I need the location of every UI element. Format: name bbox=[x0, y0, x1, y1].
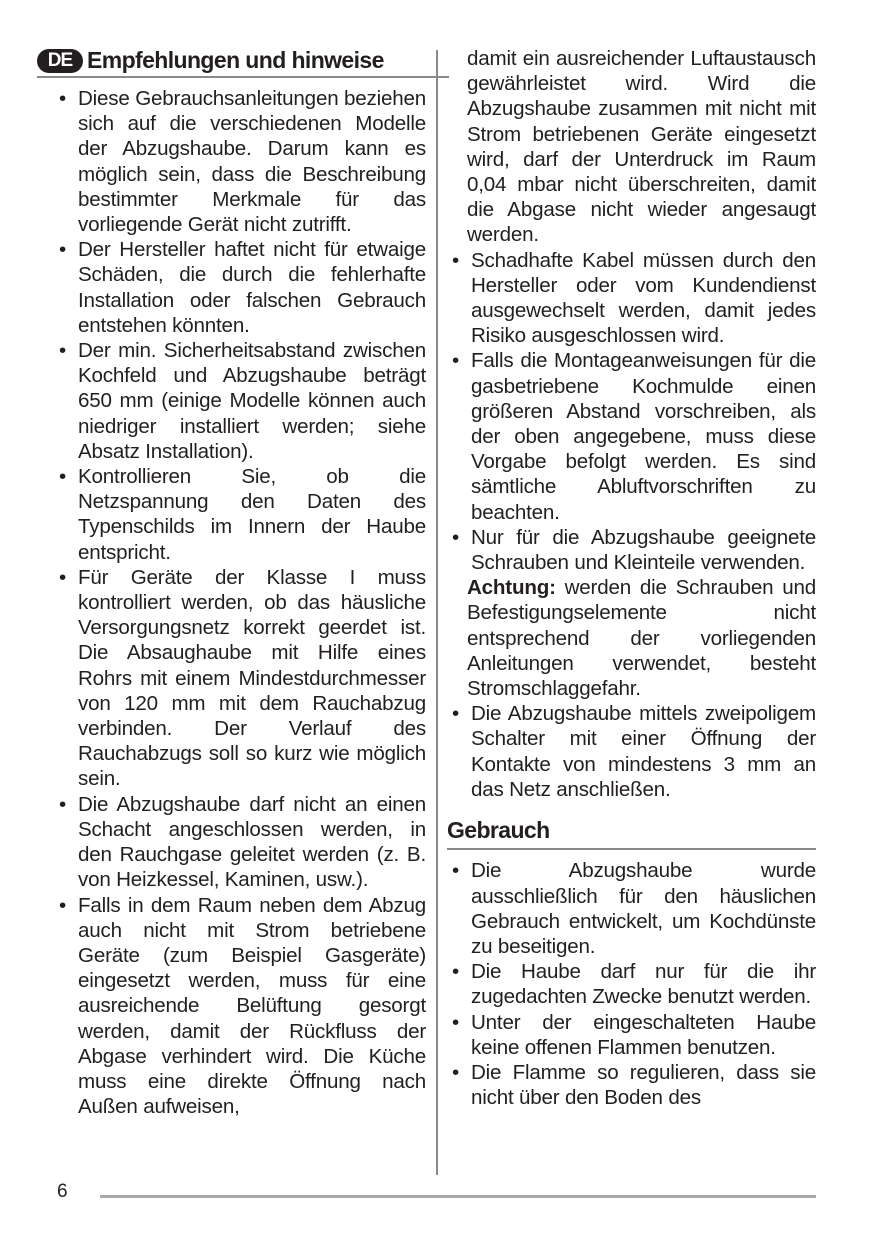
list-item: • Diese Gebrauchsanleitungen beziehen sich auf die verschiedenen Modelle der Abzugshaube. Darum kann es möglich sein, dass die Beschreibung bestimmter Merkmale für das vorliegende Gerät nicht zutrifft. bbox=[59, 87, 426, 237]
section-heading bbox=[37, 46, 449, 78]
list-item: • Der min. Sicherheitsabstand zwischen Kochfeld und Abzugshaube beträgt 650 mm (einige Modelle können auch niedriger installiert werden; siehe Absatz Installation). bbox=[59, 339, 426, 463]
list-item: • Die Abzugshaube mittels zweipoligem Schalter mit einer Öffnung der Kontakte von mindestens 3 mm an das Netz anschließen. bbox=[452, 702, 816, 801]
recommendations-list-continued bbox=[447, 248, 816, 576]
left-column bbox=[47, 46, 426, 1119]
list-item: • Für Geräte der Klasse I muss kontrolliert werden, ob das häusliche Versorgungsnetz korrekt geerdet ist. Die Absaughaube mit Hilfe eines Rohrs mit einem Mindestdurchmesser von 120 mm mit dem Rauchabzug verbinden. Der Verlauf des Rauchabzugs soll so kurz wie möglich sein. bbox=[59, 565, 426, 791]
column-divider bbox=[436, 50, 438, 1175]
recommendations-list bbox=[54, 86, 426, 1119]
list-item: • Die Abzugshaube darf nicht an einen Schacht angeschlossen werden, in den Rauchgase geleitet werden (z. B. von Heizkessel, Kaminen, usw.). bbox=[59, 792, 426, 892]
warning-note bbox=[447, 575, 816, 701]
usage-heading bbox=[447, 818, 816, 850]
warning-text: werden die Schrauben und Befestigungselemente nicht entsprechend der vorliegenden Anleitungen verwendet, besteht Stromschlaggefahr. bbox=[467, 576, 816, 701]
list-item: • Die Abzugshaube wurde ausschließlich für den häuslichen Gebrauch entwickelt, um Kochdünste zu beseitigen. bbox=[452, 859, 816, 958]
recommendations-list-final bbox=[447, 701, 816, 802]
right-column bbox=[447, 46, 816, 1110]
usage-list bbox=[447, 858, 816, 1110]
continued-paragraph: damit ein ausreichender Luftaustausch gewährleistet wird. Wird die Abzugshaube zusammen mit nicht mit Strom betriebenen Geräte eingesetzt wird, darf der Unterdruck im Raum 0,04 mbar nicht überschreiten, damit die Abgase nicht wieder angesaugt werden. bbox=[467, 47, 816, 247]
page-number: 6 bbox=[57, 1181, 68, 1202]
list-item: • Falls die Montageanweisungen für die gasbetriebene Kochmulde einen größeren Abstand vorschreiben, als der oben angegebene, muss diese Vorgabe befolgt werden. Es sind sämtliche Abluftvorschriften zu beachten. bbox=[452, 349, 816, 524]
footer-rule bbox=[100, 1195, 816, 1198]
list-item: • Schadhafte Kabel müssen durch den Hersteller oder vom Kundendienst ausgewechselt werden, damit jedes Risiko ausgeschlossen wird. bbox=[452, 248, 816, 348]
list-item: • Falls in dem Raum neben dem Abzug auch nicht mit Strom betriebene Geräte (zum Beispiel Gasgeräte) eingesetzt werden, muss für eine ausreichende Belüftung gesorgt werden, damit der Rückfluss der Abgase verhindert wird. Die Küche muss eine direkte Öffnung nach Außen aufweisen, bbox=[59, 893, 426, 1119]
list-item: • Kontrollieren Sie, ob die Netzspannung den Daten des Typenschilds im Innern der Haube entspricht. bbox=[59, 465, 426, 564]
usage-title: Gebrauch bbox=[447, 817, 550, 844]
list-item: • Unter der eingeschalteten Haube keine offenen Flammen benutzen. bbox=[452, 1010, 816, 1059]
warning-label: Achtung: bbox=[467, 576, 556, 600]
list-item: • Die Flamme so regulieren, dass sie nicht über den Boden des bbox=[452, 1060, 816, 1110]
list-item: • Nur für die Abzugshaube geeignete Schrauben und Kleinteile verwenden. bbox=[452, 525, 816, 575]
language-badge: DE bbox=[37, 49, 83, 73]
section-title: Empfehlungen und hinweise bbox=[87, 47, 384, 74]
list-item: • Die Haube darf nur für die ihr zugedachten Zwecke benutzt werden. bbox=[452, 960, 816, 1009]
list-item: • Der Hersteller haftet nicht für etwaige Schäden, die durch die fehlerhafte Installation oder falschen Gebrauch entstehen könnten. bbox=[59, 238, 426, 337]
